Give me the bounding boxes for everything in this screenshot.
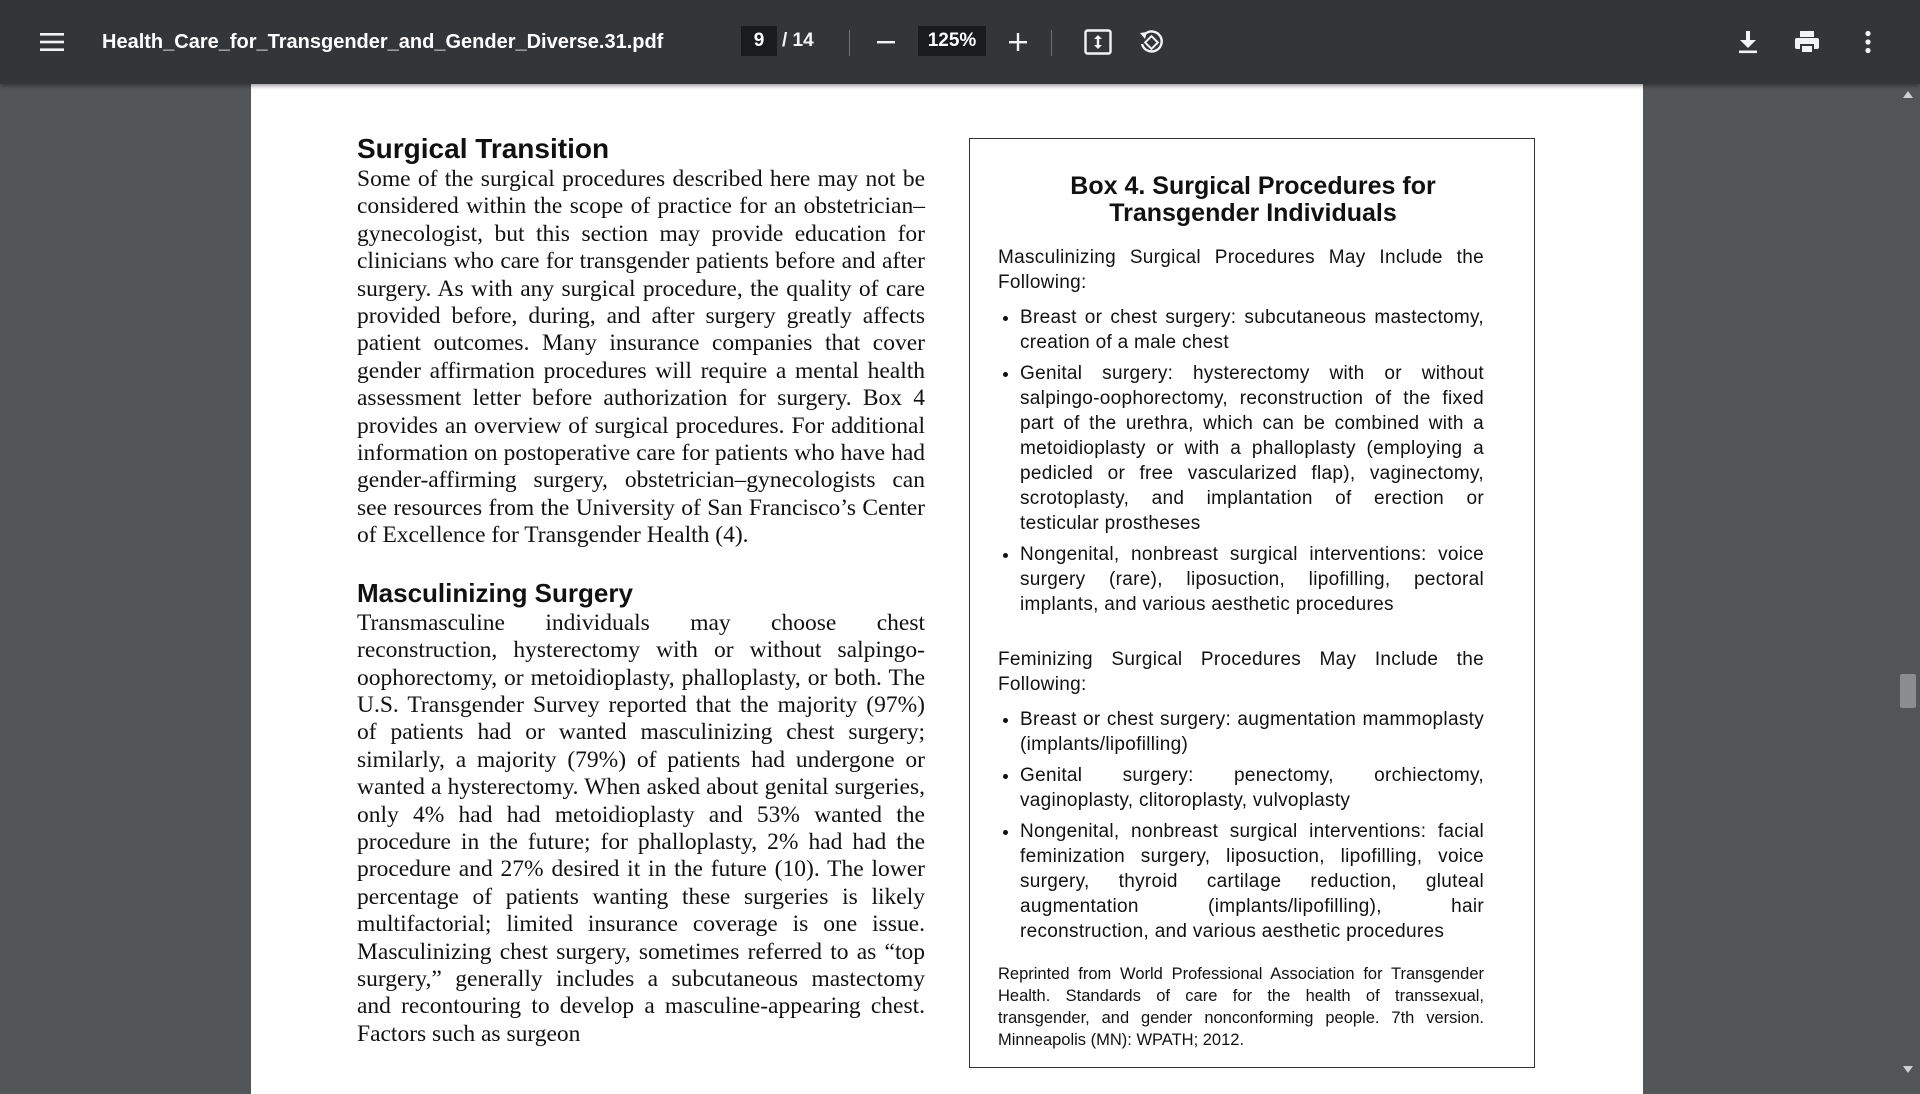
zoom-out-icon[interactable]	[866, 22, 906, 62]
masculinizing-procedures-list	[998, 305, 1484, 617]
toolbar-divider	[849, 30, 850, 56]
toolbar-divider	[1051, 30, 1052, 56]
box-title-line-2: Transgender Individuals	[1109, 199, 1397, 227]
feminizing-procedures-list	[998, 707, 1484, 944]
scrollbar-thumb[interactable]	[1900, 674, 1916, 708]
pdf-page	[251, 84, 1643, 1094]
box-source-credit: Reprinted from World Professional Association for Transgender Health. Standards of care for the health of transsexual, transgender, and gender nonconforming people. 7th version. Minneapolis (MN): WPATH; 2012.	[998, 965, 1484, 1049]
download-icon[interactable]	[1728, 22, 1768, 62]
box-4-sidebar	[969, 138, 1535, 1068]
feminizing-procedures-heading: Feminizing Surgical Procedures May Include the Following:	[998, 649, 1484, 695]
scroll-down-arrow-icon[interactable]	[1902, 1062, 1914, 1074]
page-number-input[interactable]: 9	[741, 26, 777, 56]
masculinizing-procedures-heading: Masculinizing Surgical Procedures May Include the Following:	[998, 247, 1484, 293]
list-item: • Nongenital, nonbreast surgical interventions: facial feminization surgery, liposuction, lipofilling, voice surgery, thyroid cartilage reduction, gluteal augmentation (implants/lipofilling), hair reconstruction, and various aesthetic procedures	[1020, 819, 1484, 944]
box-content	[998, 245, 1484, 950]
section-heading-masculinizing-surgery: Masculinizing Surgery	[357, 577, 633, 608]
zoom-in-icon[interactable]	[998, 22, 1038, 62]
menu-icon[interactable]	[32, 22, 72, 62]
box-title-line-1: Box 4. Surgical Procedures for	[1070, 172, 1436, 200]
document-title: Health_Care_for_Transgender_and_Gender_Diverse.31.pdf	[102, 31, 664, 53]
pdf-toolbar	[0, 0, 1920, 84]
paragraph-surgical-transition: Some of the surgical procedures described here may not be considered within the scope of practice for an obstetrician–gynecologist, but this section may provide education for clinicians who care for transgender patients before and after surgery. As with any surgical procedure, the quality of care provided before, during, and after surgery greatly affects patient outcomes. Many insurance companies that cover gender affirmation procedures will require a mental health assessment letter before authorization for surgery. Box 4 provides an overview of surgical procedures. For additional information on postoperative care for patients who have had gender-affirming surgery, obstetrician–gynecologists can see resources from the University of San Francisco’s Center of Excellence for Transgender Health (4).	[357, 166, 925, 549]
list-item: • Nongenital, nonbreast surgical interventions: voice surgery (rare), liposuction, lipofilling, pectoral implants, and various aesthetic procedures	[1020, 542, 1484, 617]
box-title	[970, 173, 1536, 227]
rotate-icon[interactable]	[1131, 22, 1171, 62]
zoom-level-input[interactable]: 125%	[918, 26, 986, 56]
list-item: • Breast or chest surgery: subcutaneous mastectomy, creation of a male chest	[1020, 305, 1484, 355]
vertical-scrollbar[interactable]	[1896, 84, 1920, 1080]
scroll-up-arrow-icon[interactable]	[1902, 88, 1914, 100]
page-total: / 14	[782, 30, 814, 51]
print-icon[interactable]	[1787, 22, 1827, 62]
list-item: • Breast or chest surgery: augmentation mammoplasty (implants/lipofilling)	[1020, 707, 1484, 757]
paragraph-masculinizing-surgery: Transmasculine individuals may choose chest reconstruction, hysterectomy with or without salpingo-oophorectomy, or metoidioplasty, phalloplasty, or both. The U.S. Transgender Survey reported that the majority (97%) of patients had or wanted masculinizing chest surgery; similarly, a majority (79%) of patients had undergone or wanted a hysterectomy. When asked about genital surgeries, only 4% had had metoidioplasty and 53% wanted the procedure in the future; for phalloplasty, 2% had had the procedure and 27% desired it in the future (10). The lower percentage of patients wanting these surgeries is likely multifactorial; limited insurance coverage is one issue. Masculinizing chest surgery, sometimes referred to as “top surgery,” generally includes a subcutaneous mastectomy and recontouring to develop a masculine-appearing chest. Factors such as surgeon	[357, 609, 925, 1047]
more-vert-icon[interactable]	[1848, 22, 1888, 62]
left-column	[357, 132, 925, 1048]
section-heading-surgical-transition: Surgical Transition	[357, 133, 610, 164]
list-item: • Genital surgery: hysterectomy with or without salpingo-oophorectomy, reconstruction of the fixed part of the urethra, which can be combined with a metoidioplasty or with a phalloplasty (employing a pedicled or free vascularized flap), vaginectomy, scrotoplasty, and implantation of erection or testicular prostheses	[1020, 361, 1484, 536]
fit-page-icon[interactable]	[1078, 22, 1118, 62]
list-item: • Genital surgery: penectomy, orchiectomy, vaginoplasty, clitoroplasty, vulvoplasty	[1020, 763, 1484, 813]
